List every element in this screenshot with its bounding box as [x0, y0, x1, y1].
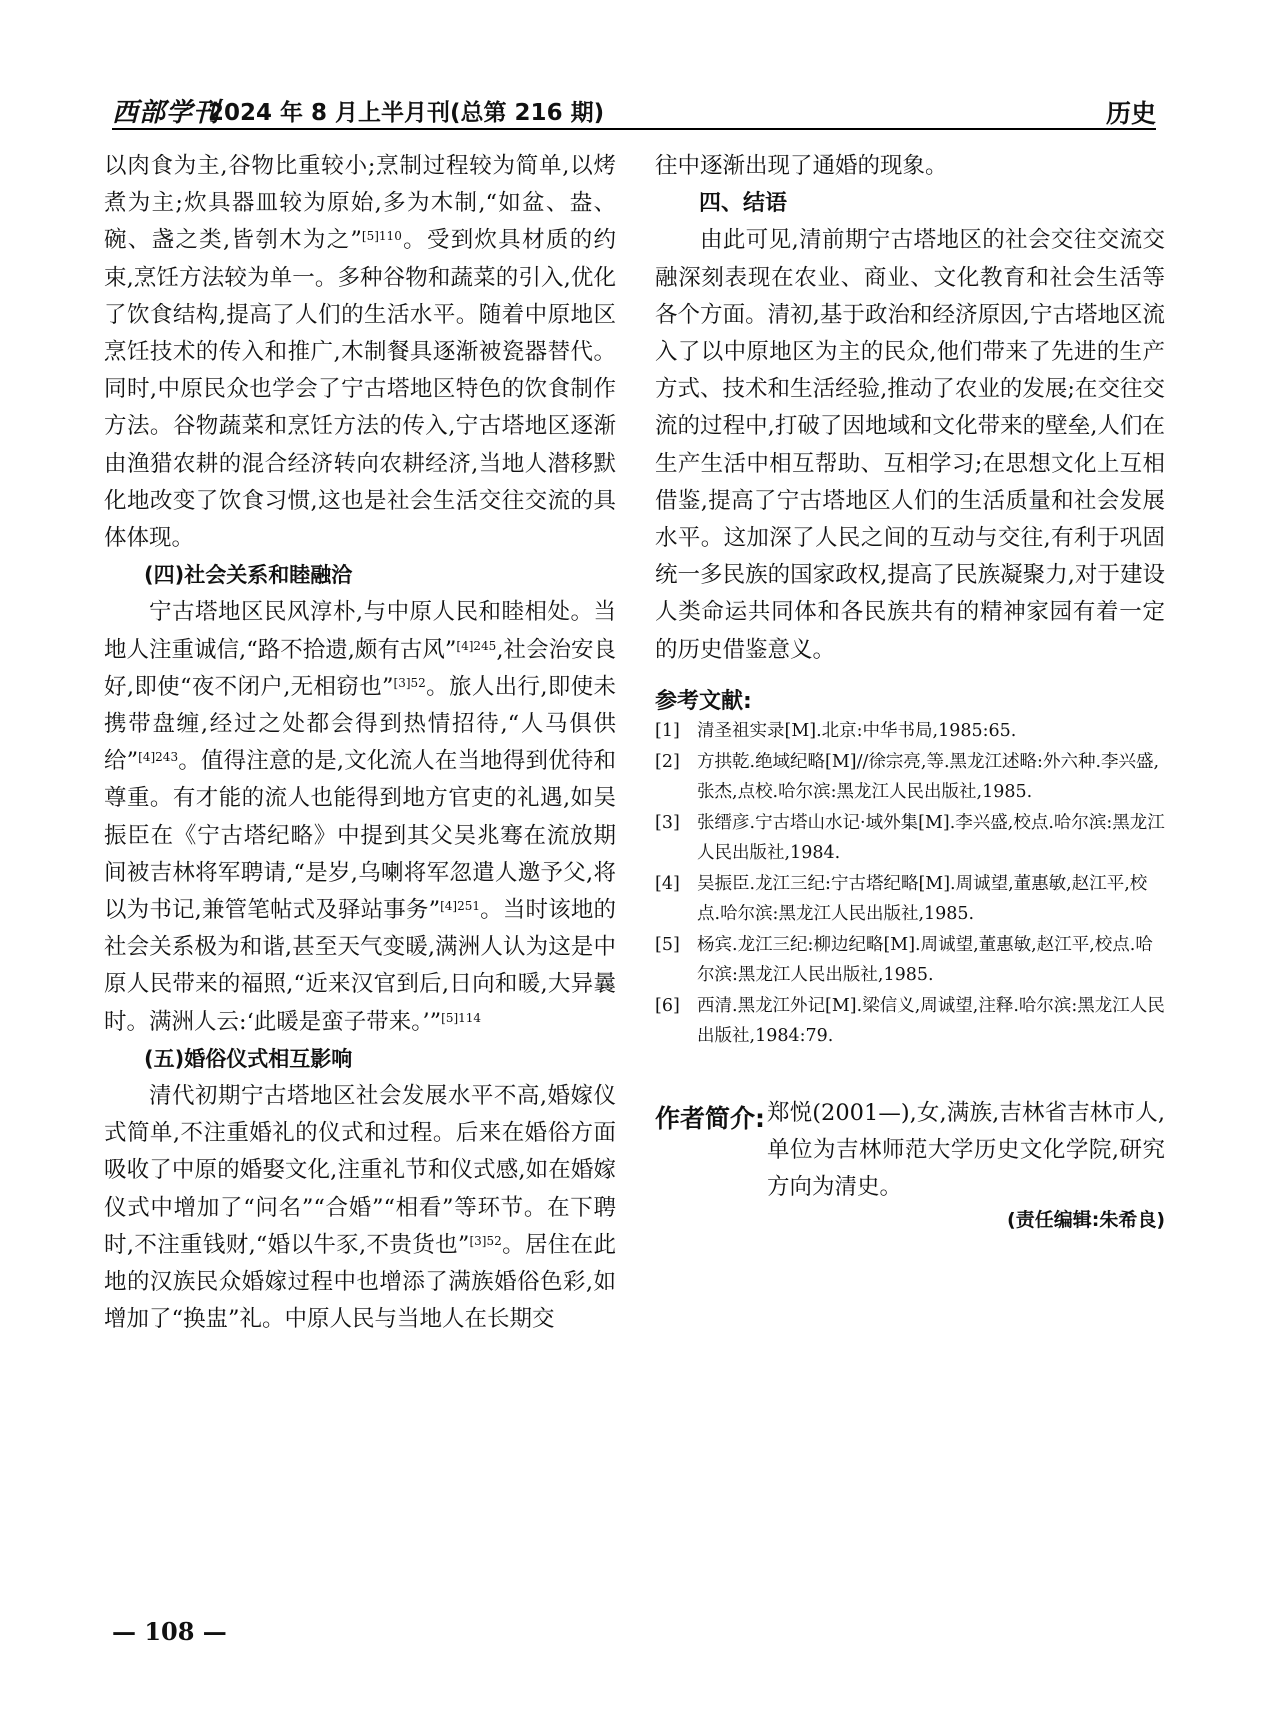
- reference-item: [655, 991, 1165, 1052]
- reference-item: [655, 716, 1165, 747]
- citation: [4]243: [138, 750, 179, 765]
- reference-text: 西清.黑龙江外记[M].梁信义,周诚望,注释.哈尔滨:黑龙江人民出版社,1984:79.: [697, 995, 1165, 1046]
- right-column: [655, 148, 1165, 669]
- responsible-editor: (责任编辑:朱希良): [1007, 1209, 1165, 1231]
- text-span: 。旅人出行,即使未携带盘缠,经过之处都会得到热情招待,“人马俱供给”: [104, 673, 616, 775]
- reference-number: [5]: [655, 934, 680, 955]
- reference-number: [1]: [655, 721, 680, 741]
- text-span: 清代初期宁古塔地区社会发展水平不高,婚嫁仪式简单,不注重婚礼的仪式和过程。后来在婚俗方面吸收了中原的婚娶文化,注重礼节和仪式感,如在婚嫁仪式中增加了“问名”“合婚”“相看”等环节。在下聘时,不注重钱财,“婚以牛豕,不贵货也”: [104, 1083, 616, 1258]
- header-rule: [112, 128, 1156, 130]
- reference-item: [655, 869, 1165, 930]
- references-title: 参考文献:: [655, 689, 752, 714]
- text-span: 以肉食为主,谷物比重较小;烹制过程较为简单,以烤煮为主;炊具器皿较为原始,多为木制,“如盆、盎、碗、盏之类,皆刳木为之”: [104, 153, 616, 254]
- reference-text: 张缙彦.宁古塔山水记·域外集[M].李兴盛,校点.哈尔滨:黑龙江人民出版社,1984.: [697, 812, 1165, 863]
- reference-number: [4]: [655, 873, 680, 894]
- section-heading: 四、结语: [699, 191, 788, 217]
- reference-number: [3]: [655, 812, 680, 833]
- reference-number: [2]: [655, 751, 680, 772]
- citation: [4]245: [456, 638, 497, 653]
- journal-name: 西部学刊: [112, 98, 221, 128]
- text-span: 。居住在此地的汉族民众婚嫁过程中也增添了满族婚俗色彩,如增加了“换盅”礼。中原人民与当地人在长期交: [104, 1231, 616, 1333]
- citation: [3]52: [469, 1233, 502, 1248]
- citation: [4]251: [440, 899, 481, 914]
- text-span: 。当时该地的社会关系极为和谐,甚至天气变暖,满洲人认为这是中原人民带来的福照,“近来汉官到后,日向和暖,大异曩时。满洲人云:‘此暖是蛮子带来。’”: [104, 897, 616, 1035]
- subsection-heading: (四)社会关系和睦融洽: [144, 563, 353, 588]
- section-label: 历史: [1105, 99, 1156, 128]
- issue-info: 2024 年 8 月上半月刊(总第 216 期): [208, 100, 605, 126]
- reference-list: [655, 716, 1165, 1052]
- author-bio-text: 郑悦(2001—),女,满族,吉林省吉林市人,单位为吉林师范大学历史文化学院,研究方向为清史。: [767, 1100, 1165, 1200]
- paragraph: 由此可见,清前期宁古塔地区的社会交往交流交融深刻表现在农业、商业、文化教育和社会生活等各个方面。清初,基于政治和经济原因,宁古塔地区流入了以中原地区为主的民众,他们带来了先进的生产方式、技术和生活经验,推动了农业的发展;在交往交流的过程中,打破了因地域和文化带来的壁垒,人们在生产生活中相互帮助、互相学习;在思想文化上互相借鉴,提高了宁古塔地区人们的生活质量和社会发展水平。这加深了人民之间的互动与交往,有利于巩固统一多民族的国家政权,提高了民族凝聚力,对于建设人类命运共同体和各民族共有的精神家园有着一定的历史借鉴意义。: [655, 227, 1165, 663]
- citation: [5]110: [361, 229, 402, 244]
- reference-item: [655, 808, 1165, 869]
- paragraph: [104, 1078, 616, 1338]
- reference-text: 方拱乾.绝域纪略[M]//徐宗亮,等.黑龙江述略:外六种.李兴盛,张杰,点校.哈尔滨:黑龙江人民出版社,1985.: [697, 751, 1160, 802]
- subsection-heading: (五)婚俗仪式相互影响: [144, 1046, 353, 1071]
- text-span: 宁古塔地区民风淳朴,与中原人民和睦相处。当地人注重诚信,“路不拾遗,颇有古风”: [104, 599, 616, 663]
- reference-item: [655, 747, 1165, 808]
- reference-text: 吴振臣.龙江三纪:宁古塔纪略[M].周诚望,董惠敏,赵江平,校点.哈尔滨:黑龙江人民出版社,1985.: [697, 873, 1148, 924]
- paragraph: [104, 594, 616, 1040]
- reference-text: 清圣祖实录[M].北京:中华书局,1985:65.: [697, 721, 1017, 741]
- citation: [3]52: [393, 675, 426, 690]
- author-bio-label: 作者简介:: [655, 1104, 765, 1133]
- text-span: ,社会治安良好,即使“夜不闭户,无相窃也”: [104, 636, 616, 700]
- paragraph: 往中逐渐出现了通婚的现象。: [655, 153, 948, 179]
- reference-text: 杨宾.龙江三纪:柳边纪略[M].周诚望,董惠敏,赵江平,校点.哈尔滨:黑龙江人民出版社,1985.: [697, 934, 1153, 985]
- text-span: 。值得注意的是,文化流人在当地得到优待和尊重。有才能的流人也能得到地方官吏的礼遇,如吴振臣在《宁古塔纪略》中提到其父吴兆骞在流放期间被吉林将军聘请,“是岁,乌喇将军忽遣人邀予父,将以为书记,兼管笔帖式及驿站事务”: [104, 748, 616, 924]
- reference-number: [6]: [655, 995, 680, 1016]
- left-column: [104, 148, 616, 1338]
- reference-item: [655, 930, 1165, 991]
- page-number: — 108 —: [112, 1617, 227, 1646]
- citation: [5]114: [441, 1010, 482, 1025]
- running-header: [112, 90, 1156, 132]
- text-span: 。受到炊具材质的约束,烹饪方法较为单一。多种谷物和蔬菜的引入,优化了饮食结构,提高了人们的生活水平。随着中原地区烹饪技术的传入和推广,木制餐具逐渐被瓷器替代。同时,中原民众也学会了宁古塔地区特色的饮食制作方法。谷物蔬菜和烹饪方法的传入,宁古塔地区逐渐由渔猎农耕的混合经济转向农耕经济,当地人潜移默化地改变了饮食习惯,这也是社会生活交往交流的具体体现。: [104, 227, 616, 552]
- paragraph: [104, 148, 616, 557]
